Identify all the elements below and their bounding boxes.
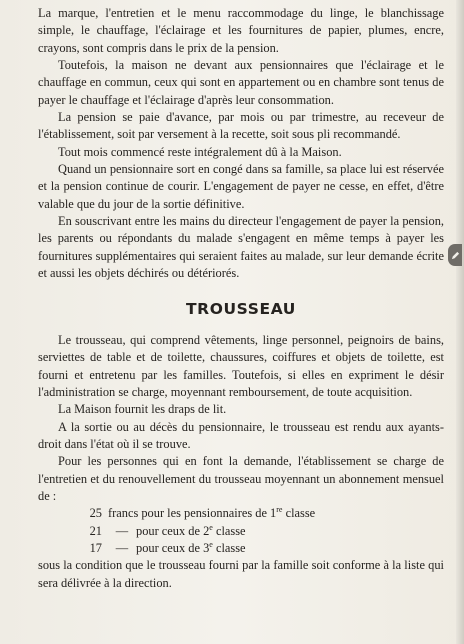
rate-row	[38, 523, 444, 540]
rate-dash: —	[115, 523, 129, 538]
rate-dash: —	[115, 540, 129, 555]
rate-text: pour ceux de 3e classe	[136, 539, 246, 555]
rate-row	[38, 505, 444, 522]
paragraph-sortie: A la sortie ou au décès du pensionnaire, le trousseau est rendu aux ayants-droit dans l'état où il se trouve.	[38, 419, 444, 451]
paragraph-condition: sous la condition que le trousseau fourni par la famille soit conforme à la liste qui sera délivrée à la direction.	[38, 558, 444, 590]
paragraph-paiement: La pension se paie d'avance, par mois ou par trimestre, au receveur de l'établissement, soit par versement à la recette, soit sous pli recommandé.	[38, 110, 444, 142]
paragraph-abonnement: Pour les personnes qui en font la demande, l'établissement se charge de l'entretien et du renouvellement du trousseau moyennant un abonnement mensuel de :	[38, 454, 444, 503]
paragraph-draps: La Maison fournit les draps de lit.	[58, 402, 227, 417]
page-edge	[456, 0, 464, 644]
paragraph-eclairage: Toutefois, la maison ne devant aux pensionnaires que l'éclairage et le chauffage en commun, ceux qui sont en appartement ou en chambre sont tenus de payer le chauffage et l'éclairage d'après leur consommation.	[38, 58, 444, 107]
rate-text: pour ceux de 2e classe	[136, 522, 246, 538]
paragraph-conge: Quand un pensionnaire sort en congé dans sa famille, sa place lui est réservée et la pension continue de courir. L'engagement de payer ne cesse, en effet, d'être valable que du jour de la sortie définitive.	[38, 162, 444, 211]
pencil-icon	[451, 251, 460, 260]
paragraph-linge: La marque, l'entretien et le menu raccommodage du linge, le blanchissage simple, le chauffage, l'éclairage et les fournitures de papier, plumes, encre, crayons, sont compris dans le prix de la pension.	[38, 6, 444, 55]
rate-text: francs pour les pensionnaires de 1re classe	[108, 505, 316, 521]
rate-amount: 17	[89, 540, 102, 555]
rate-amount: 21	[89, 523, 102, 538]
paragraph-mois: Tout mois commencé reste intégralement dû à la Maison.	[58, 144, 342, 159]
edit-tab[interactable]	[448, 244, 462, 266]
page-text	[38, 5, 444, 592]
paragraph-trousseau: Le trousseau, qui comprend vêtements, linge personnel, peignoirs de bains, serviettes de table et de toilette, chaussures, coiffures et objets de toilette, est fourni et entretenu par les familles. Toutefois, si elles en expriment le désir l'administration se charge, moyennant remboursement, de toute acquisition.	[38, 332, 444, 399]
section-title: TROUSSEAU	[186, 299, 296, 318]
paragraph-engagement: En souscrivant entre les mains du directeur l'engagement de payer la pension, les parents ou répondants du malade s'engagent en même temps à payer les fournitures supplémentaires qui seraient faites au malade, sur leur demande écrite et aussi les objets déchirés ou détériorés.	[38, 214, 444, 281]
rate-row	[38, 540, 444, 557]
rate-amount: 25	[89, 506, 102, 521]
